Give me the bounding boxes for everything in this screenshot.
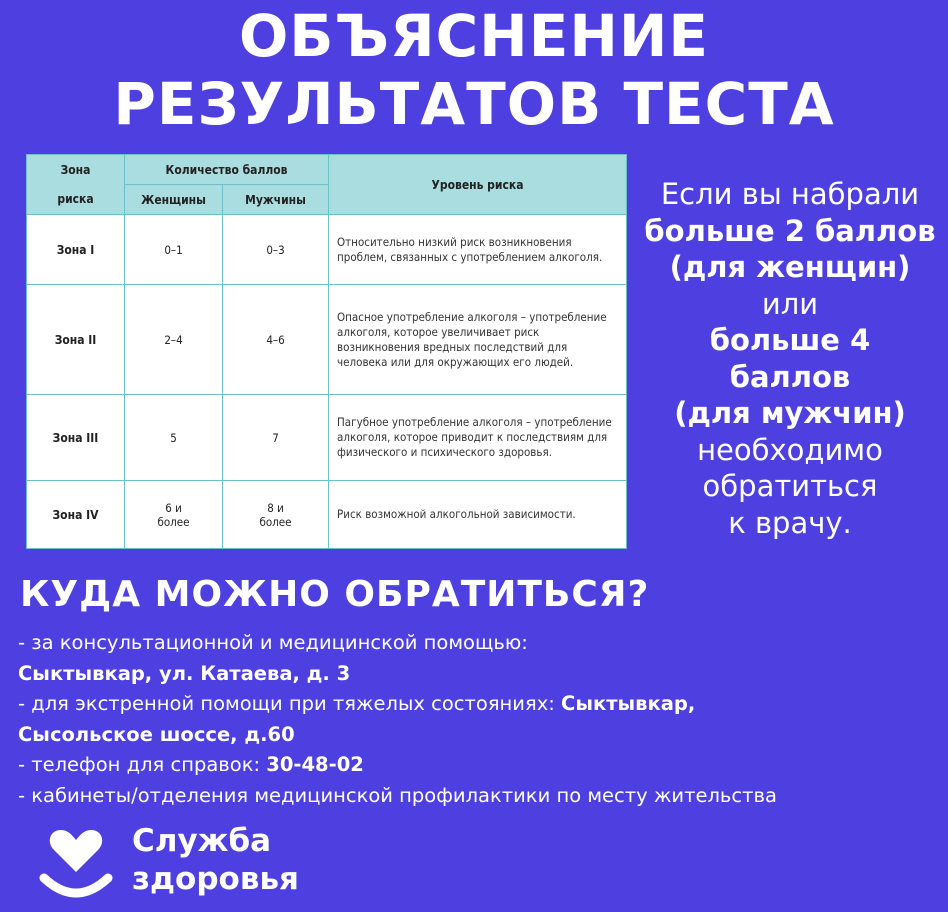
contacts-list — [18, 628, 948, 811]
table-row — [27, 481, 627, 549]
zone-cell: Зона III — [27, 395, 125, 481]
women-cell: 0–1 — [125, 215, 223, 285]
heart-smile-logo-icon — [36, 820, 116, 900]
header-zone-top: Зона — [27, 155, 125, 185]
risk-description: Опасное употребление алкоголя – употребление алкоголя, которое увеличивает риск возникновения вредных последствий для человека или для окружающих его людей. — [329, 285, 627, 395]
zone-cell: Зона IV — [27, 481, 125, 549]
advice-line: Если вы набрали — [660, 177, 920, 211]
contact-address: Сысольское шоссе, д.60 — [18, 722, 295, 746]
men-value: 8 и — [267, 500, 284, 515]
advice-line: обратиться — [702, 469, 878, 503]
advice-line: баллов — [729, 359, 851, 394]
phone-number: 30-48-02 — [266, 753, 364, 776]
risk-table — [26, 154, 627, 549]
men-cell: 7 — [223, 395, 329, 481]
header-women: Женщины — [125, 185, 223, 215]
risk-description: Относительно низкий риск возникновения проблем, связанных с употреблением алкоголя. — [329, 215, 627, 285]
table-row — [27, 395, 627, 481]
brand-name — [132, 822, 299, 898]
contact-address: Сыктывкар, — [561, 692, 696, 715]
advice-line: или — [761, 286, 819, 321]
brand-line-1: Служба — [132, 823, 272, 859]
header-level: Уровень риска — [329, 155, 627, 215]
men-cell — [223, 481, 329, 549]
risk-description: Риск возможной алкогольной зависимости. — [329, 481, 627, 549]
advice-line: (для мужчин) — [674, 396, 906, 430]
women-cell — [125, 481, 223, 549]
table-row — [27, 285, 627, 395]
contact-line: - кабинеты/отделения медицинской профилактики по месту жительства — [18, 783, 777, 807]
contact-line — [18, 750, 948, 781]
where-to-go-heading: КУДА МОЖНО ОБРАТИТЬСЯ? — [20, 574, 650, 615]
zone-cell: Зона I — [27, 215, 125, 285]
advice-line: необходимо — [697, 432, 883, 467]
table-row — [27, 215, 627, 285]
risk-description: Пагубное употребление алкоголя – употребление алкоголя, которое приводит к последствиям для физического и психического здоровья. — [329, 395, 627, 481]
header-zone-bottom: риска — [27, 185, 125, 215]
men-cell: 0–3 — [223, 215, 329, 285]
title-line-1: ОБЪЯСНЕНИЕ — [238, 2, 710, 70]
contact-line: - за консультационной и медицинской помощью: — [18, 631, 528, 654]
risk-table-card — [26, 154, 626, 548]
zone-cell: Зона II — [27, 285, 125, 395]
women-cell: 2–4 — [125, 285, 223, 395]
advice-line: к врачу. — [728, 505, 852, 540]
women-value-suffix: более — [157, 514, 190, 529]
advice-line: (для женщин) — [669, 250, 911, 284]
contact-line — [18, 689, 948, 720]
advice-line: больше 4 — [709, 323, 871, 357]
header-points: Количество баллов — [125, 155, 329, 185]
brand-line-2: здоровья — [132, 861, 299, 897]
contact-address: Сыктывкар, ул. Катаева, д. 3 — [18, 661, 351, 685]
advice-line: больше 2 баллов — [644, 213, 936, 248]
contact-text: - телефон для справок: — [18, 753, 267, 776]
advice-text — [632, 176, 948, 541]
page-title — [0, 2, 948, 138]
header-men: Мужчины — [223, 185, 329, 215]
contact-text: - для экстренной помощи при тяжелых состояниях: — [18, 692, 562, 715]
men-cell: 4–6 — [223, 285, 329, 395]
men-value-suffix: более — [259, 514, 292, 529]
women-cell: 5 — [125, 395, 223, 481]
title-line-2: РЕЗУЛЬТАТОВ ТЕСТА — [113, 70, 835, 138]
women-value: 6 и — [165, 500, 182, 515]
